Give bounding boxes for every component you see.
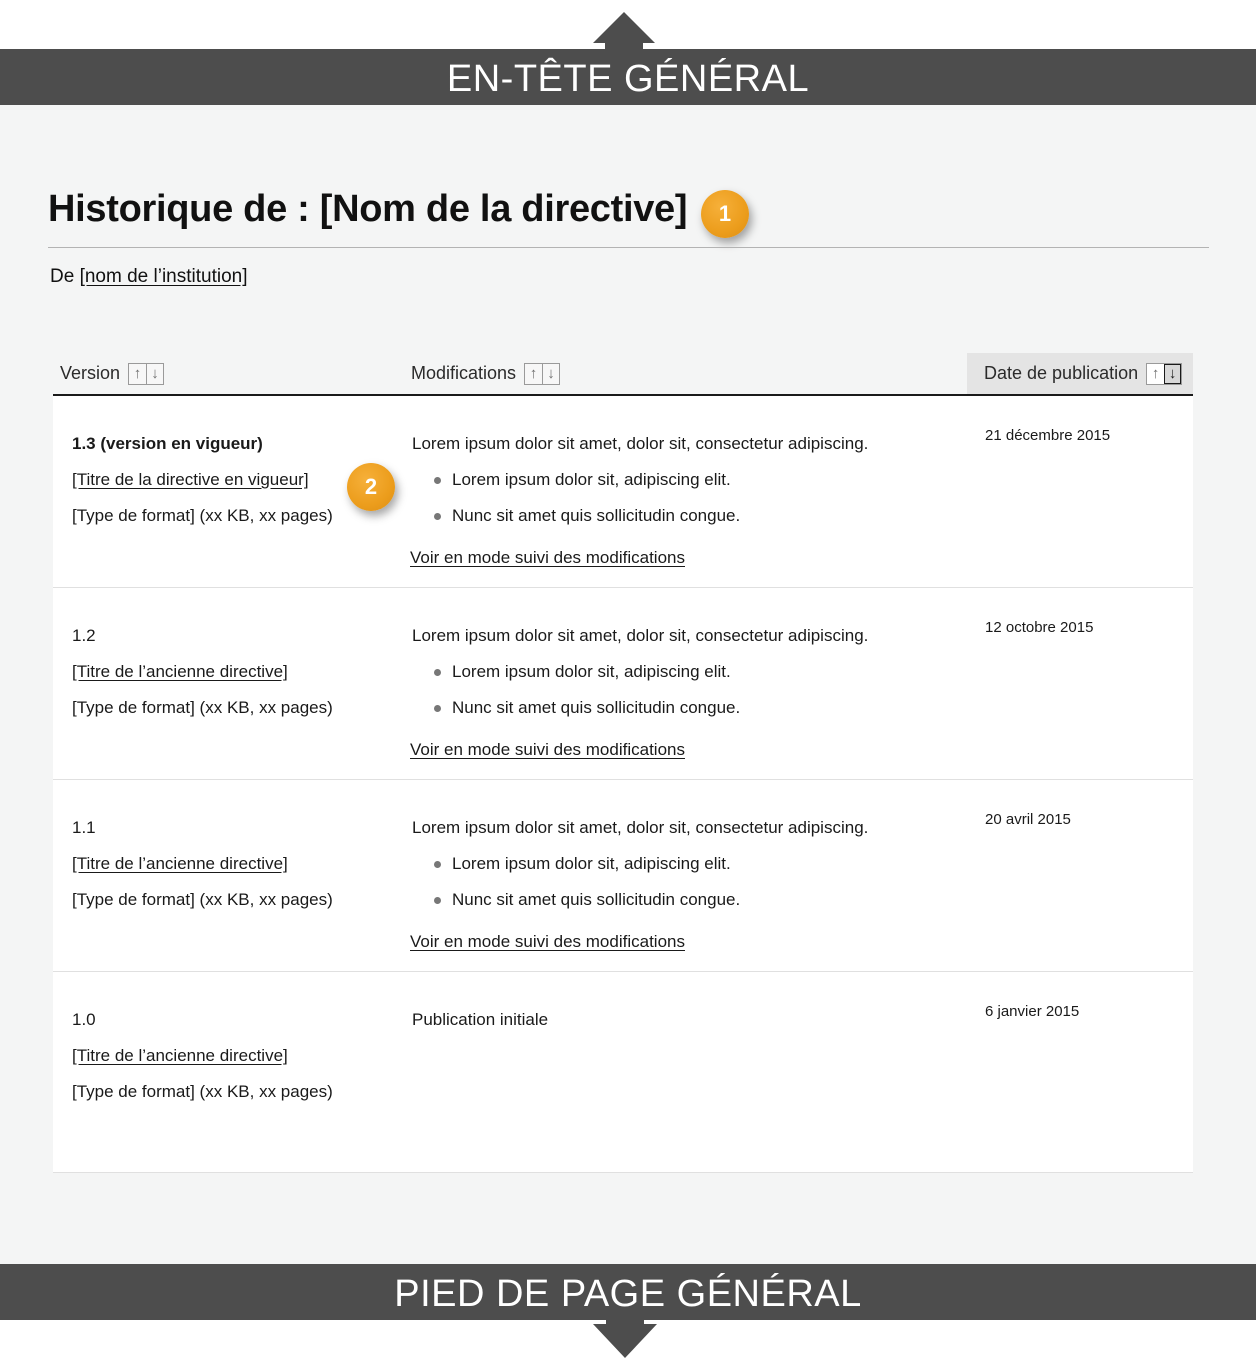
version-cell — [72, 1002, 392, 1110]
list-item: Lorem ipsum dolor sit, adipiscing elit. — [412, 462, 952, 498]
arrow-up-icon — [593, 12, 655, 50]
modification-list — [412, 654, 952, 726]
modification-list — [412, 846, 952, 918]
sort-descending-icon[interactable]: ↓ — [1164, 364, 1181, 384]
column-header-modifications — [411, 353, 560, 394]
version-number: 1.1 — [72, 818, 96, 837]
publication-date: 21 décembre 2015 — [985, 427, 1111, 444]
table-header — [53, 353, 1193, 396]
column-header-publication-date — [967, 353, 1193, 394]
callout-badge-2: 2 — [347, 463, 395, 511]
list-item: Nunc sit amet quis sollicitudin congue. — [412, 498, 952, 534]
version-cell — [72, 426, 392, 534]
title-divider — [48, 247, 1209, 248]
modifications-cell — [412, 1002, 952, 1038]
sort-control — [128, 363, 164, 385]
callout-badge-1: 1 — [701, 190, 749, 238]
modifications-cell — [412, 618, 952, 768]
publication-date: 6 janvier 2015 — [985, 1003, 1080, 1020]
column-label: Date de publication — [984, 363, 1139, 383]
sort-descending-icon[interactable]: ↓ — [542, 364, 559, 384]
modifications-cell — [412, 810, 952, 960]
table-row — [53, 396, 1193, 588]
byline-prefix: De — [50, 266, 80, 287]
track-changes-link[interactable]: Voir en mode suivi des modifications — [410, 740, 685, 759]
directive-title-link[interactable]: [Titre de l’ancienne directive] — [72, 662, 288, 681]
general-header-band — [0, 49, 1256, 105]
modifications-cell — [412, 426, 952, 576]
sort-control — [1146, 363, 1182, 385]
version-cell — [72, 810, 392, 918]
sort-ascending-icon[interactable]: ↑ — [1147, 364, 1164, 384]
track-changes-link[interactable]: Voir en mode suivi des modifications — [410, 548, 685, 567]
column-label: Version — [60, 363, 121, 383]
directive-title-link[interactable]: [Titre de l’ancienne directive] — [72, 1046, 288, 1065]
modification-summary: Publication initiale — [412, 1010, 549, 1029]
list-item: Lorem ipsum dolor sit, adipiscing elit. — [412, 654, 952, 690]
footer-band-label: PIED DE PAGE GÉNÉRAL — [394, 1272, 862, 1315]
format-info: [Type de format] (xx KB, xx pages) — [72, 506, 333, 525]
version-number: 1.3 (version en vigueur) — [72, 434, 263, 453]
format-info: [Type de format] (xx KB, xx pages) — [72, 890, 333, 909]
version-cell — [72, 618, 392, 726]
table-row — [53, 780, 1193, 972]
table-row — [53, 972, 1193, 1173]
track-changes-link[interactable]: Voir en mode suivi des modifications — [410, 932, 685, 951]
institution-link[interactable]: [nom de l’institution] — [79, 266, 248, 287]
history-table — [53, 353, 1193, 1173]
sort-descending-icon[interactable]: ↓ — [146, 364, 163, 384]
arrow-down-icon — [593, 1318, 657, 1358]
column-header-version — [60, 353, 164, 394]
list-item: Nunc sit amet quis sollicitudin congue. — [412, 882, 952, 918]
publication-date: 20 avril 2015 — [985, 811, 1071, 828]
sort-control — [524, 363, 560, 385]
general-footer-band — [0, 1264, 1256, 1320]
format-info: [Type de format] (xx KB, xx pages) — [72, 698, 333, 717]
institution-byline — [50, 266, 248, 288]
modification-summary: Lorem ipsum dolor sit amet, dolor sit, consectetur adipiscing. — [412, 626, 869, 645]
column-label: Modifications — [411, 363, 517, 383]
modification-summary: Lorem ipsum dolor sit amet, dolor sit, consectetur adipiscing. — [412, 818, 869, 837]
table-row — [53, 588, 1193, 780]
modification-summary: Lorem ipsum dolor sit amet, dolor sit, consectetur adipiscing. — [412, 434, 869, 453]
list-item: Lorem ipsum dolor sit, adipiscing elit. — [412, 846, 952, 882]
header-band-label: EN-TÊTE GÉNÉRAL — [446, 57, 810, 100]
page-title: Historique de : [Nom de la directive] — [48, 188, 688, 230]
version-number: 1.0 — [72, 1010, 96, 1029]
modification-list — [412, 462, 952, 534]
format-info: [Type de format] (xx KB, xx pages) — [72, 1082, 333, 1101]
sort-ascending-icon[interactable]: ↑ — [129, 364, 146, 384]
directive-title-link[interactable]: [Titre de la directive en vigueur] — [72, 470, 309, 489]
sort-ascending-icon[interactable]: ↑ — [525, 364, 542, 384]
publication-date: 12 octobre 2015 — [985, 619, 1094, 636]
list-item: Nunc sit amet quis sollicitudin congue. — [412, 690, 952, 726]
version-number: 1.2 — [72, 626, 96, 645]
directive-title-link[interactable]: [Titre de l’ancienne directive] — [72, 854, 288, 873]
